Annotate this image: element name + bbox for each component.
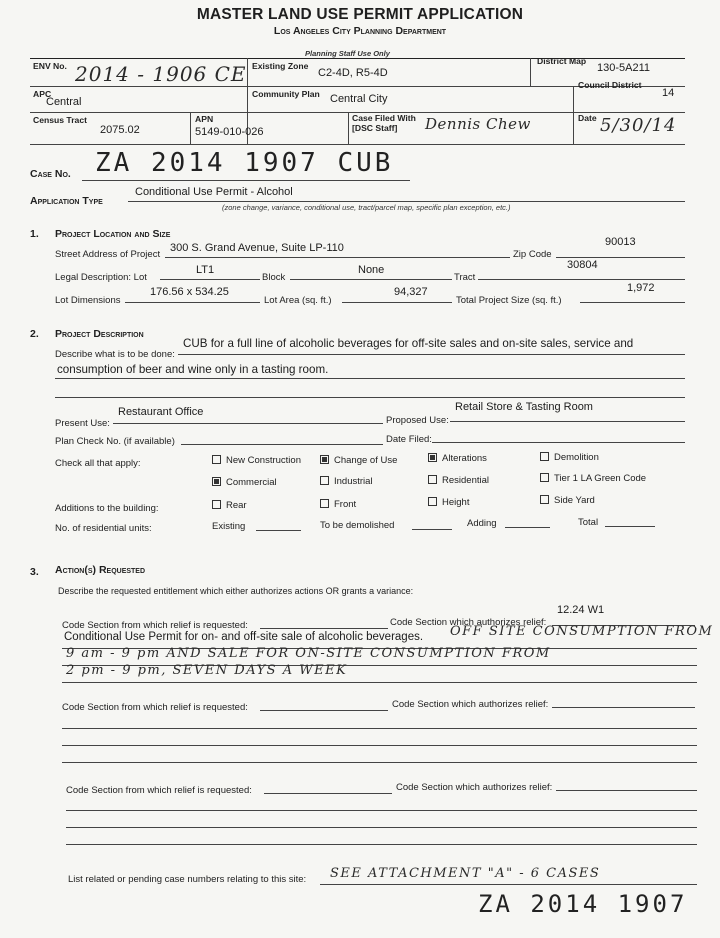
form-subtitle: Los Angeles City Planning Department xyxy=(273,25,447,37)
street-address-label: Street Address of Project xyxy=(55,249,161,260)
section-3-number: 3. xyxy=(30,566,39,578)
checkbox-alterations[interactable] xyxy=(428,453,487,464)
checkbox-demolition[interactable] xyxy=(540,452,599,463)
apc-label: APC xyxy=(33,89,52,99)
legal-lot-label: Legal Description: Lot xyxy=(55,272,147,283)
application-type-value: Conditional Use Permit - Alcohol xyxy=(135,186,293,198)
tract-label: Tract xyxy=(454,272,476,283)
application-type-label: Application Type xyxy=(30,195,103,207)
relief-typed-text: Conditional Use Permit for on- and off-site sale of alcoholic beverages. xyxy=(64,631,424,643)
zone-value: C2-4D, R5-4D xyxy=(318,67,388,79)
checkbox-new-construction[interactable] xyxy=(212,455,301,466)
relief-handwritten-3: 2 pm - 9 pm, SEVEN DAYS A WEEK xyxy=(66,663,348,678)
describe-label: Describe what is to be done: xyxy=(55,349,175,360)
application-type-hint: (zone change, variance, conditional use, tract/parcel map, specific plan exception, etc.) xyxy=(222,203,511,212)
block-value: None xyxy=(358,264,385,276)
code-from-label-1: Code Section from which relief is requested: xyxy=(62,620,248,631)
community-plan-label: Community Plan xyxy=(252,89,320,99)
side-yard-label: Side Yard xyxy=(554,495,595,506)
code-from-label-3: Code Section from which relief is requested: xyxy=(66,785,252,796)
plan-check-label: Plan Check No. (if available) xyxy=(55,436,175,447)
zip-code-value: 90013 xyxy=(605,236,636,248)
date-value: 5/30/14 xyxy=(600,115,677,136)
apn-label: APN xyxy=(195,114,214,124)
present-use-value: Restaurant Office xyxy=(118,406,204,418)
code-from-label-2: Code Section from which relief is requested: xyxy=(62,702,248,713)
council-district-label: Council District xyxy=(578,80,642,90)
rear-label: Rear xyxy=(226,500,247,511)
checkbox-rear[interactable] xyxy=(212,500,247,511)
code-auth-label-2: Code Section which authorizes relief: xyxy=(392,699,549,710)
related-cases-value: SEE ATTACHMENT "A" - 6 CASES xyxy=(330,866,601,881)
project-description-line-2: consumption of beer and wine only in a tasting room. xyxy=(57,363,329,376)
code-auth-label-1: Code Section which authorizes relief: xyxy=(390,617,547,628)
code-auth-value-1: 12.24 W1 xyxy=(557,604,605,616)
zip-code-label: Zip Code xyxy=(513,249,552,260)
env-label: ENV No. xyxy=(33,61,67,71)
district-map-value: 130-5A211 xyxy=(597,62,651,74)
proposed-use-label: Proposed Use: xyxy=(386,415,449,426)
front-label: Front xyxy=(334,499,357,510)
lot-dimensions-label: Lot Dimensions xyxy=(55,295,121,306)
case-stamp: ZA 2014 1907 xyxy=(478,890,688,918)
residential-units-label: No. of residential units: xyxy=(55,523,152,534)
zone-label: Existing Zone xyxy=(252,61,309,71)
section-1-title: Project Location and Size xyxy=(55,228,171,240)
district-map-label: District Map xyxy=(537,56,587,66)
checkbox-height[interactable] xyxy=(428,497,469,508)
checkbox-industrial[interactable] xyxy=(320,476,373,487)
new-construction-label: New Construction xyxy=(226,455,301,466)
checkbox-tier-1-green[interactable] xyxy=(540,473,646,484)
alterations-label: Alterations xyxy=(442,453,487,464)
related-cases-label: List related or pending case numbers relating to this site: xyxy=(68,874,307,885)
apc-value: Central xyxy=(46,96,82,108)
section-1-number: 1. xyxy=(30,228,39,240)
lot-area-value: 94,327 xyxy=(394,286,428,298)
case-number-value: ZA 2014 1907 CUB xyxy=(95,148,394,178)
checkbox-side-yard[interactable] xyxy=(540,495,595,506)
checkbox-front[interactable] xyxy=(320,499,356,510)
env-number: 2014 - 1906 CE xyxy=(75,62,247,86)
code-auth-label-3: Code Section which authorizes relief: xyxy=(396,782,553,793)
staff-use-label: Planning Staff Use Only xyxy=(305,49,390,58)
check-all-label: Check all that apply: xyxy=(55,458,141,469)
residential-label: Residential xyxy=(442,475,489,486)
checkbox-change-of-use[interactable] xyxy=(320,455,397,466)
apn-value: 5149-010-026 xyxy=(195,126,264,138)
units-demolished-label: To be demolished xyxy=(320,520,395,531)
tier-1-green-label: Tier 1 LA Green Code xyxy=(554,473,647,484)
tract-value: 30804 xyxy=(567,259,598,271)
industrial-label: Industrial xyxy=(334,476,373,487)
checkbox-commercial[interactable] xyxy=(212,477,277,488)
present-use-label: Present Use: xyxy=(55,418,110,429)
project-description-line-1: CUB for a full line of alcoholic beverages for off-site sales and on-site sales, service and xyxy=(183,337,634,350)
dsc-staff-label: [DSC Staff] xyxy=(352,123,398,133)
census-tract-value: 2075.02 xyxy=(100,124,140,136)
demolition-label: Demolition xyxy=(554,452,599,463)
block-label: Block xyxy=(262,272,286,283)
council-district-value: 14 xyxy=(662,87,675,99)
additions-label: Additions to the building: xyxy=(55,503,159,514)
section-2-title: Project Description xyxy=(55,328,144,340)
total-size-value: 1,972 xyxy=(627,282,655,294)
case-filed-label: Case Filed With xyxy=(352,113,416,123)
census-tract-label: Census Tract xyxy=(33,115,87,125)
total-size-label: Total Project Size (sq. ft.) xyxy=(456,295,562,306)
proposed-use-value: Retail Store & Tasting Room xyxy=(455,401,593,413)
community-plan-value: Central City xyxy=(330,93,388,105)
checkbox-residential[interactable] xyxy=(428,475,489,486)
action-describe-label: Describe the requested entitlement which either authorizes actions OR grants a variance: xyxy=(58,586,414,596)
relief-handwritten-1: OFF SITE CONSUMPTION FROM xyxy=(450,624,714,639)
staff-signature: Dennis Chew xyxy=(425,115,531,133)
section-3-title: Action(s) Requested xyxy=(55,564,146,576)
units-existing-label: Existing xyxy=(212,521,246,532)
units-adding-label: Adding xyxy=(467,518,497,529)
date-label: Date xyxy=(578,113,597,123)
commercial-label: Commercial xyxy=(226,477,277,488)
units-total-label: Total xyxy=(578,517,599,528)
relief-handwritten-2: 9 am - 9 pm AND SALE FOR ON-SITE CONSUMPTION FROM xyxy=(66,646,551,661)
height-label: Height xyxy=(442,497,470,508)
date-filed-label: Date Filed: xyxy=(386,434,432,445)
lot-dimensions-value: 176.56 x 534.25 xyxy=(150,286,229,298)
lot-area-label: Lot Area (sq. ft.) xyxy=(264,295,332,306)
change-of-use-label: Change of Use xyxy=(334,455,398,466)
lot-value: LT1 xyxy=(196,264,215,276)
section-2-number: 2. xyxy=(30,328,39,340)
street-address-value: 300 S. Grand Avenue, Suite LP-110 xyxy=(170,242,344,254)
case-number-label: Case No. xyxy=(30,168,71,180)
form-title: MASTER LAND USE PERMIT APPLICATION xyxy=(196,6,524,23)
